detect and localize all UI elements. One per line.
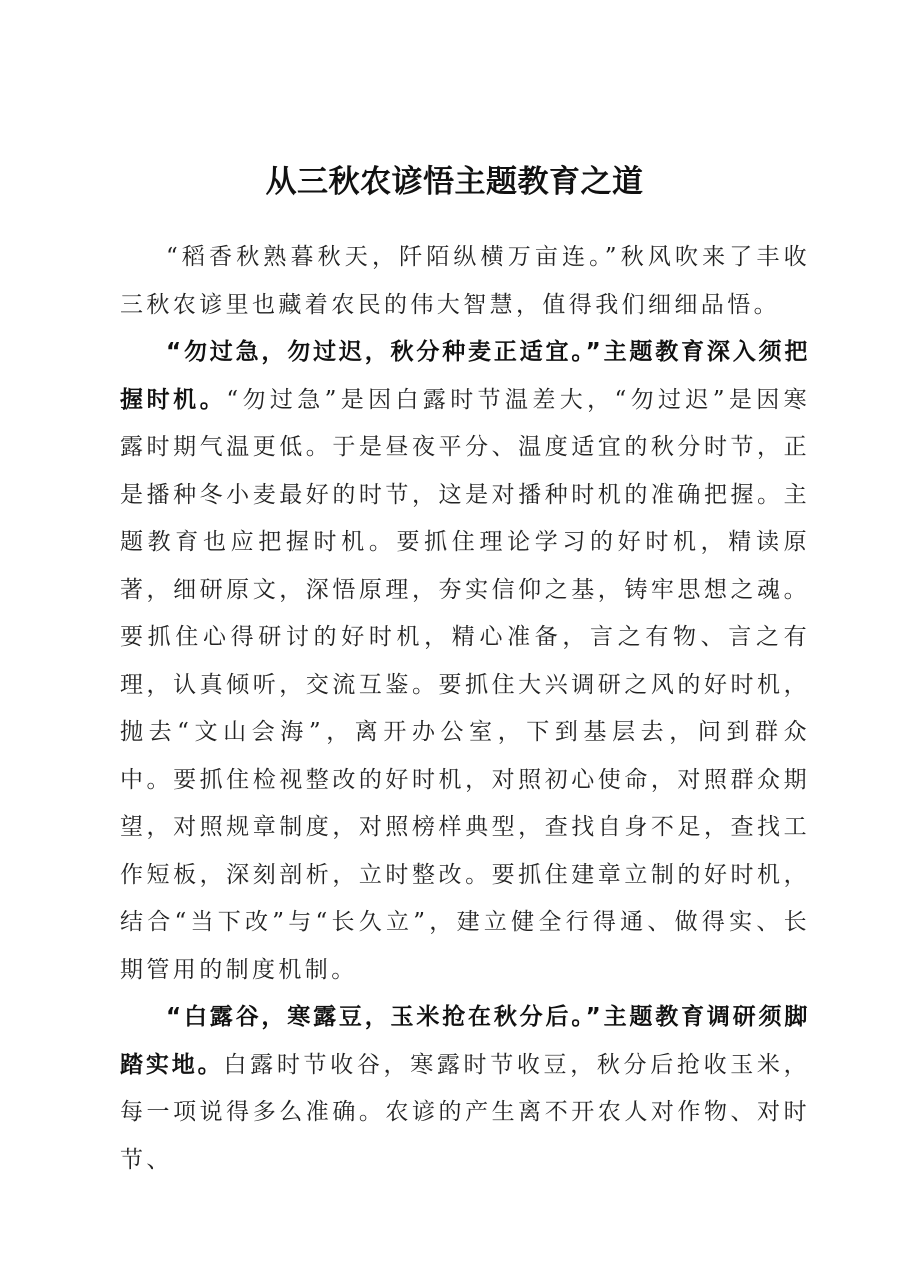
paragraph-3 xyxy=(120,994,810,1184)
paragraph-2-lead: “勿过急，勿过迟，秋分种麦正适宜。”主题教育深入须把握时机。 xyxy=(120,339,810,413)
paragraph-1 xyxy=(120,234,810,329)
document-body xyxy=(120,234,810,1184)
paragraph-3-text: 白露时节收谷，寒露时节收豆，秋分后抢收玉米，每一项说得多么准确。农谚的产生离不开农人对作物、对时节、 xyxy=(120,1051,810,1173)
paragraph-2-text: “勿过急”是因白露时节温差大，“勿过迟”是因寒露时期气温更低。于是昼夜平分、温度适宜的秋分时节，正是播种冬小麦最好的时节，这是对播种时机的准确把握。主题教育也应把握时机。要抓住理论学习的好时机，精读原著，细研原文，深悟原理，夯实信仰之基，铸牢思想之魂。要抓住心得研讨的好时机，精心准备，言之有物、言之有理，认真倾听，交流互鉴。要抓住大兴调研之风的好时机，抛去“文山会海”，离开办公室，下到基层去，问到群众中。要抓住检视整改的好时机，对照初心使命，对照群众期望，对照规章制度，对照榜样典型，查找自身不足，查找工作短板，深刻剖析，立时整改。要抓住建章立制的好时机，结合“当下改”与“长久立”，建立健全行得通、做得实、长期管用的制度机制。 xyxy=(120,386,811,983)
paragraph-3-lead: “白露谷，寒露豆，玉米抢在秋分后。”主题教育调研须脚踏实地。 xyxy=(120,1004,810,1078)
document-title: 从三秋农谚悟主题教育之道 xyxy=(265,164,644,200)
paragraph-2 xyxy=(120,329,810,994)
paragraph-1-text: “稻香秋熟暮秋天，阡陌纵横万亩连。”秋风吹来了丰收三秋农谚里也藏着农民的伟大智慧，值得我们细细品悟。 xyxy=(120,244,810,318)
